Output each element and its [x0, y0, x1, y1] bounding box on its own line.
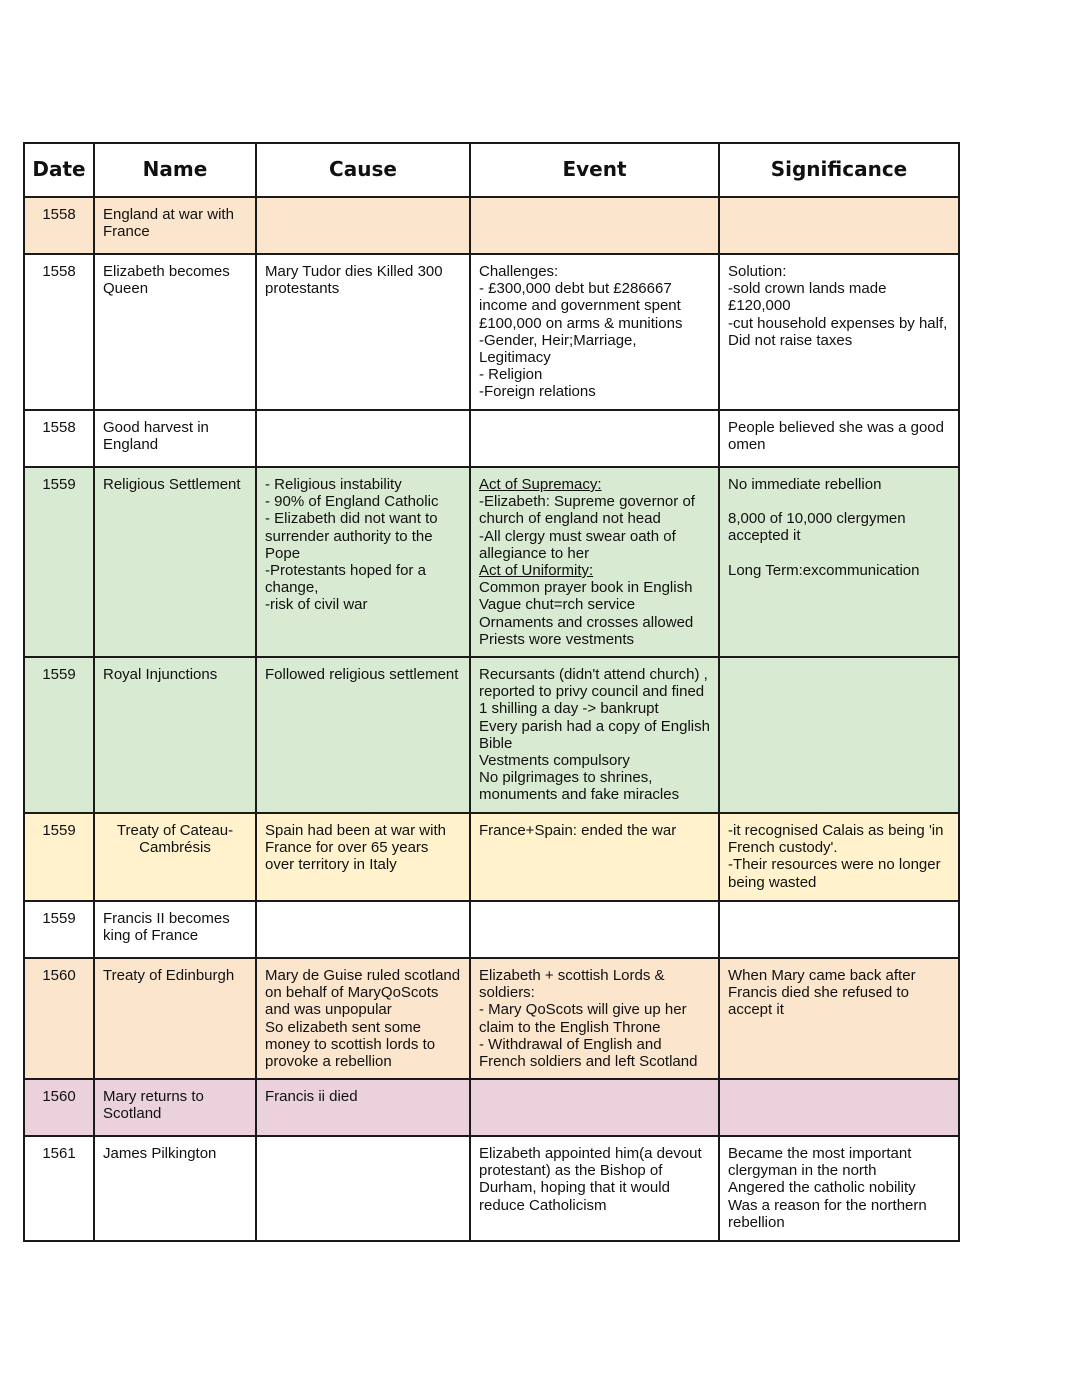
event-cell: [470, 1079, 719, 1136]
significance-cell: When Mary came back after Francis died she refused to accept it: [719, 958, 959, 1079]
event-heading: Act of Supremacy:: [479, 476, 602, 493]
event-line: No pilgrimages to shrines, monuments and fake miracles: [479, 769, 680, 804]
significance-line: -Their resources were no longer being wasted: [728, 856, 941, 891]
significance-cell: [719, 813, 959, 901]
cause-line: - Elizabeth did not want to surrender authority to the Pope: [265, 510, 438, 562]
history-timeline-table: [23, 142, 960, 1242]
significance-cell: [719, 657, 959, 813]
cause-cell: Followed religious settlement: [256, 657, 470, 813]
name-cell: Elizabeth becomes Queen: [94, 254, 256, 410]
name-cell: Mary returns to Scotland: [94, 1079, 256, 1136]
event-line: Vestments compulsory: [479, 752, 630, 770]
significance-line: -sold crown lands made £120,000: [728, 280, 887, 315]
name-cell: England at war with France: [94, 197, 256, 254]
cause-line: - Religious instability: [265, 476, 402, 493]
cause-line: - 90% of England Catholic: [265, 493, 439, 511]
cause-cell: Spain had been at war with France for over 65 years over territory in Italy: [256, 813, 470, 901]
cause-line: Mary de Guise ruled scotland on behalf of MaryQoScots and was unpopular: [265, 967, 461, 1019]
table-row: [24, 1136, 959, 1241]
date-cell: 1558: [24, 197, 94, 254]
event-line: Recursants (didn't attend church) , reported to privy council and fined 1 shilling a day -> bankrupt: [479, 666, 708, 718]
event-line: - Religion: [479, 366, 543, 384]
event-line: - £300,000 debt but £286667 income and government spent £100,000 on arms & munitions: [479, 280, 683, 332]
table-row: [24, 657, 959, 813]
date-cell: 1558: [24, 254, 94, 410]
name-cell: James Pilkington: [94, 1136, 256, 1241]
name-cell: Treaty of Cateau-Cambrésis: [94, 813, 256, 901]
cause-cell: [256, 410, 470, 467]
table-row: [24, 958, 959, 1079]
event-cell: France+Spain: ended the war: [470, 813, 719, 901]
event-line: Common prayer book in English: [479, 579, 693, 597]
cause-line: So elizabeth sent some money to scottish lords to provoke a rebellion: [265, 1018, 436, 1071]
date-cell: 1559: [24, 901, 94, 958]
event-line: -Elizabeth: Supreme governor of church of england not head: [479, 493, 695, 528]
event-line: Elizabeth + scottish Lords & soldiers:: [479, 967, 665, 1002]
date-cell: 1558: [24, 410, 94, 467]
name-cell: Religious Settlement: [94, 467, 256, 657]
event-cell: [470, 657, 719, 813]
cause-cell: [256, 467, 470, 657]
significance-cell: People believed she was a good omen: [719, 410, 959, 467]
significance-cell: [719, 1079, 959, 1136]
significance-line: 8,000 of 10,000 clergymen accepted it: [728, 510, 906, 545]
significance-cell: [719, 1136, 959, 1241]
event-line: Challenges:: [479, 263, 559, 280]
name-cell: Francis II becomes king of France: [94, 901, 256, 958]
significance-line: -it recognised Calais as being 'in French custody'.: [728, 822, 944, 857]
significance-cell: [719, 254, 959, 410]
significance-line: Became the most important clergyman in the north: [728, 1145, 912, 1180]
event-cell: [470, 901, 719, 958]
name-cell: Treaty of Edinburgh: [94, 958, 256, 1079]
event-line: Ornaments and crosses allowed: [479, 613, 694, 631]
event-cell: [470, 197, 719, 254]
significance-line: No immediate rebellion: [728, 476, 882, 493]
header-name: Name: [94, 143, 256, 197]
date-cell: 1561: [24, 1136, 94, 1241]
header-row: [24, 143, 959, 197]
cause-line: -risk of civil war: [265, 596, 368, 614]
cause-cell: Francis ii died: [256, 1079, 470, 1136]
date-cell: 1560: [24, 1079, 94, 1136]
significance-cell: [719, 197, 959, 254]
spacer: [728, 493, 950, 510]
significance-line: Angered the catholic nobility: [728, 1179, 916, 1197]
significance-line: Was a reason for the northern rebellion: [728, 1196, 927, 1231]
event-line: - Withdrawal of English and French soldiers and left Scotland: [479, 1035, 698, 1071]
date-cell: 1559: [24, 813, 94, 901]
table-row: [24, 254, 959, 410]
header-date: Date: [24, 143, 94, 197]
cause-cell: [256, 958, 470, 1079]
significance-line: Long Term:excommunication: [728, 561, 920, 579]
event-cell: Elizabeth appointed him(a devout protestant) as the Bishop of Durham, hoping that it would reduce Catholicism: [470, 1136, 719, 1241]
event-line: - Mary QoScots will give up her claim to the English Throne: [479, 1001, 687, 1036]
significance-line: Solution:: [728, 263, 787, 280]
name-cell: Royal Injunctions: [94, 657, 256, 813]
event-line: -Foreign relations: [479, 383, 596, 401]
event-line: -Gender, Heir;Marriage, Legitimacy: [479, 331, 637, 367]
table-row: [24, 410, 959, 467]
event-cell: [470, 254, 719, 410]
table-row: [24, 813, 959, 901]
significance-cell: [719, 467, 959, 657]
header-significance: Significance: [719, 143, 959, 197]
date-cell: 1559: [24, 467, 94, 657]
spacer: [728, 545, 950, 562]
event-heading: Act of Uniformity:: [479, 562, 594, 580]
table-row: [24, 1079, 959, 1136]
cause-cell: [256, 901, 470, 958]
cause-line: -Protestants hoped for a change,: [265, 562, 426, 597]
significance-line: -cut household expenses by half, Did not raise taxes: [728, 314, 948, 349]
table-row: [24, 901, 959, 958]
event-line: -All clergy must swear oath of allegiance to her: [479, 527, 676, 562]
event-line: Every parish had a copy of English Bible: [479, 717, 710, 752]
table-row: [24, 467, 959, 657]
event-line: Priests wore vestments: [479, 630, 635, 648]
name-cell: Good harvest in England: [94, 410, 256, 467]
significance-cell: [719, 901, 959, 958]
cause-cell: [256, 197, 470, 254]
cause-cell: [256, 1136, 470, 1241]
event-cell: [470, 410, 719, 467]
header-event: Event: [470, 143, 719, 197]
event-line: Vague chut=rch service: [479, 596, 636, 614]
event-cell: [470, 958, 719, 1079]
header-cause: Cause: [256, 143, 470, 197]
date-cell: 1559: [24, 657, 94, 813]
event-cell: [470, 467, 719, 657]
date-cell: 1560: [24, 958, 94, 1079]
table-row: [24, 197, 959, 254]
cause-cell: Mary Tudor dies Killed 300 protestants: [256, 254, 470, 410]
